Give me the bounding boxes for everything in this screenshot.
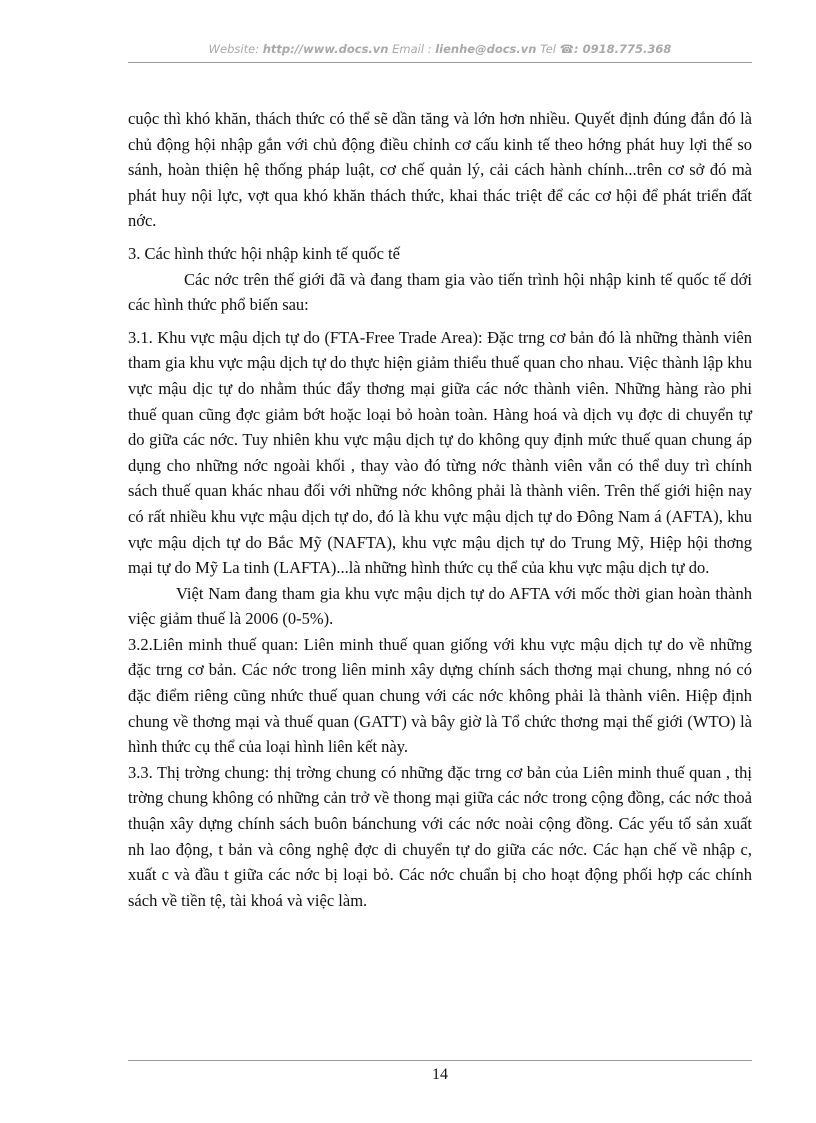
footer-divider [128, 1060, 752, 1061]
paragraph-vietnam-afta: Việt Nam đang tham gia khu vực mậu dịch tự do AFTA với mốc thời gian hoàn thành việc giảm thuế là 2006 (0-5%). [128, 583, 752, 629]
website-link[interactable]: http://www.docs.vn [262, 42, 389, 56]
tel-label: Tel [536, 42, 560, 56]
tel-number: : 0918.775.368 [573, 42, 672, 56]
phone-icon: ☎ [559, 42, 574, 56]
paragraph-3-3-common-market: 3.3. Thị trờng chung: thị trờng chung có những đặc trng cơ bản của Liên minh thuế quan , thị trờng chung không có những cản trở về thong mại giữa các nớc trong cộng đồng, các nớc thoả thuận xây dựng chính sách buôn bánchung với các nớc noài cộng đồng. Các yếu tố sản xuất nh lao động, t bản và công nghệ đợc di chuyển tự do giữa các nớc. Các hạn chế về nhập c, xuất c và đầu t giữa các nớc bị loại bỏ. Các nớc chuẩn bị cho hoạt động phối hợp các chính sách về tiền tệ, tài khoá và việc làm. [128, 762, 752, 910]
website-label: Website: [208, 42, 263, 56]
document-body [128, 106, 752, 913]
paragraph-forms: Các nớc trên thế giới đã và đang tham gia vào tiến trình hội nhập kinh tế quốc tế dới các hình thức phổ biến sau: [128, 269, 752, 315]
paragraph-3-1-fta: 3.1. Khu vực mậu dịch tự do (FTA-Free Trade Area): Đặc trng cơ bản đó là những thành viên tham gia khu vực mậu dịch tự do thực hiện giảm thiểu thuế quan cho nhau. Việc thành lập khu vực mậu dịc tự do nhằm thúc đẩy thơng mại giữa các nớc thành viên. Những hàng rào phi thuế quan cũng đợc giảm bớt hoặc loại bỏ hoàn toàn. Hàng hoá và dịch vụ đợc di chuyển tự do giữa các nớc. Tuy nhiên khu vực mậu dịch tự do không quy định mức thuế quan chung áp dụng cho những nớc ngoài khối , thay vào đó từng nớc thành viên vẫn có thể duy trì chính sách thuế quan khác nhau đối với những nớc không phải là thành viên. Trên thế giới hiện nay có rất nhiều khu vực mậu dịch tự do, đó là khu vực mậu dịch tự do Đông Nam á (AFTA), khu vực mậu dịch tự do Bắc Mỹ (NAFTA), khu vực mậu dịch tự do Trung Mỹ, Hiệp hội thơng mại tự do Mỹ La tinh (LAFTA)...là những hình thức cụ thể của khu vực mậu dịch tự do. [128, 327, 752, 578]
email-label: Email : [388, 42, 436, 56]
section-heading-3: 3. Các hình thức hội nhập kinh tế quốc tế [128, 243, 400, 263]
page-number: 14 [432, 1066, 448, 1083]
page-header [128, 42, 752, 56]
paragraph-intro: cuộc thì khó khăn, thách thức có thể sẽ dần tăng và lớn hơn nhiều. Quyết định đúng đắn đó là chủ động hội nhập gắn với chủ động điều chỉnh cơ cấu kinh tế theo hớng phát huy lợi thế so sánh, hoàn thiện hệ thống pháp luật, cơ chế quản lý, cải cách hành chính...trên cơ sở đó mà phát huy nội lực, vợt qua khó khăn thách thức, khai thác triệt để các cơ hội để phát triển đất nớc. [128, 109, 752, 231]
email-link[interactable]: lienhe@docs.vn [435, 42, 537, 56]
paragraph-3-2-customs-union: 3.2.Liên minh thuế quan: Liên minh thuế quan giống với khu vực mậu dịch tự do về những đặc trng cơ bản. Các nớc trong liên minh xây dựng chính sách thơng mại chung, nhng nó có đặc điểm riêng cũng nhức thuế quan chung với các nớc không phải là thành viên. Hiệp định chung về thơng mại và thuế quan (GATT) và bây giờ là Tổ chức thơng mại thế giới (WTO) là hình thức cụ thể của loại hình liên kết này. [128, 634, 752, 757]
header-divider [128, 62, 752, 63]
